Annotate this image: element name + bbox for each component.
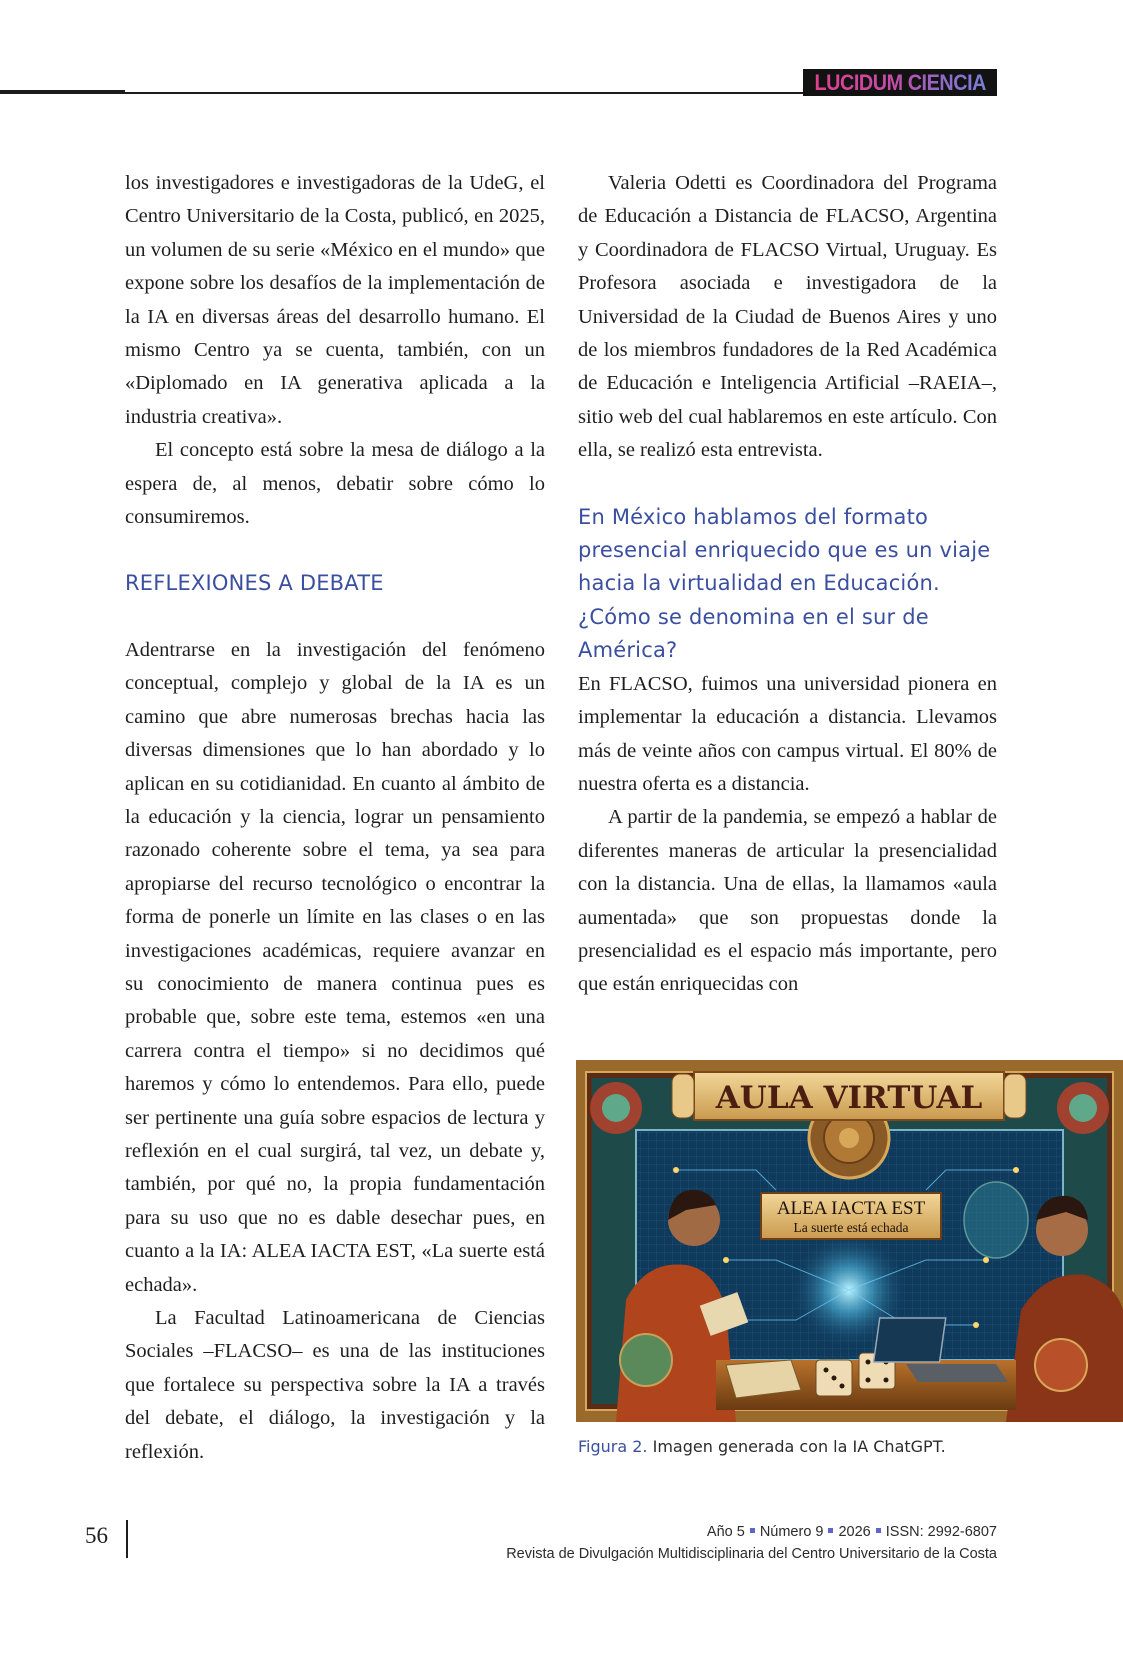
section-heading: REFLEXIONES A DEBATE (125, 571, 384, 596)
paragraph: La Facultad Latinoamericana de Ciencias Sociales –FLACSO– es una de las instituciones que fortalece su perspectiva sobre la IA a través del debate, el diálogo, la investigación y la reflexión. (125, 1307, 545, 1463)
footer-journal-name: Revista de Divulgación Multidisciplinaria del Centro Universitario de la Costa (506, 1546, 997, 1562)
journal-brand-badge (803, 69, 997, 96)
figure-caption-label: Figura 2. (578, 1437, 648, 1456)
footer-number: Número 9 (759, 1524, 824, 1540)
page-number: 56 (85, 1523, 108, 1548)
paragraph: los investigadores e investigadoras de la UdeG, el Centro Universitario de la Costa, publicó, en 2025, un volumen de su serie «México en el mundo» que expone sobre los desafíos de la implementación de la IA en diversas áreas del desarrollo humano. El mismo Centro ya se cuenta, también, con un «Diplomado en IA generativa aplicada a la industria creativa». (125, 172, 545, 428)
footer-date: 2026 (838, 1524, 871, 1540)
footer-issn: ISSN: 2992-6807 (885, 1524, 997, 1540)
header-rule-thin (125, 92, 805, 94)
left-column (125, 167, 545, 1469)
figure-image (576, 1060, 1123, 1422)
paragraph: A partir de la pandemia, se empezó a hablar de diferentes maneras de articular la presencialidad con la distancia. Una de ellas, la llamamos «aula aumentada» que son propuestas donde la presencialidad es el espacio más importante, pero que están enriquecidas con (578, 806, 997, 996)
plaque-title: ALEA IACTA EST (776, 1198, 926, 1219)
figure-caption (578, 1437, 946, 1456)
aula-virtual-illustration (576, 1060, 1123, 1422)
page-number-divider (126, 1520, 128, 1558)
paragraph: Valeria Odetti es Coordinadora del Programa de Educación a Distancia de FLACSO, Argentina y Coordinadora de FLACSO Virtual, Uruguay. Es Profesora asociada e investigadora de la Universidad de la Ciudad de Buenos Aires y uno de los miembros fundadores de la Red Académica de Educación e Inteligencia Artificial –RAEIA–, sitio web del cual hablaremos en este artículo. Con ella, se realizó esta entrevista. (578, 172, 997, 462)
header-rule-thick (0, 90, 125, 94)
separator-square-icon (750, 1528, 755, 1533)
paragraph: Adentrarse en la investigación del fenómeno conceptual, complejo y global de la IA es un camino que abre numerosas brechas hacia las diversas dimensiones que lo han abordado y lo aplican en su cotidianidad. En cuanto al ámbito de la educación y la ciencia, lograr un pensamiento razonado coherente sobre el tema, ya sea para apropiarse del recurso tecnológico o encontrar la forma de ponerle un límite en las clases o en las investigaciones académicas, requiere avanzar en su conocimiento de manera continua pues es probable que, sobre este tema, estemos «en una carrera contra el tiempo» si no decidimos qué haremos y cómo lo entendemos. Para ello, puede ser pertinente una guía sobre espacios de lectura y reflexión en el cual surgirá, tal vez, un debate y, también, por qué no, la propia fundamentación para su uso que no es dable desechar pues, en cuanto a la IA: ALEA IACTA EST, «La suerte está echada». (125, 638, 545, 1296)
paragraph: El concepto está sobre la mesa de diálogo a la espera de, al menos, debatir sobre cómo lo consumiremos. (125, 439, 545, 529)
plaque-subtitle: La suerte está echada (793, 1220, 909, 1235)
footer-year: Año 5 (706, 1524, 745, 1540)
interview-question: En México hablamos del formato presencial enriquecido que es un viaje hacia la virtualidad en Educación. ¿Cómo se denomina en el sur de América? (578, 504, 991, 663)
figure-caption-text: Imagen generada con la IA ChatGPT. (652, 1437, 946, 1456)
footer-issue-line (506, 1521, 997, 1543)
paragraph: En FLACSO, fuimos una universidad pionera en implementar la educación a distancia. Llevamos más de veinte años con campus virtual. El 80% de nuestra oferta es a distancia. (578, 672, 997, 795)
journal-brand-text: LUCIDUM CIENCIA (814, 70, 986, 95)
right-column (578, 167, 997, 1002)
banner-aula-virtual: AULA VIRTUAL (715, 1080, 983, 1116)
footer-info (506, 1521, 997, 1565)
separator-square-icon (876, 1528, 881, 1533)
separator-square-icon (828, 1528, 833, 1533)
